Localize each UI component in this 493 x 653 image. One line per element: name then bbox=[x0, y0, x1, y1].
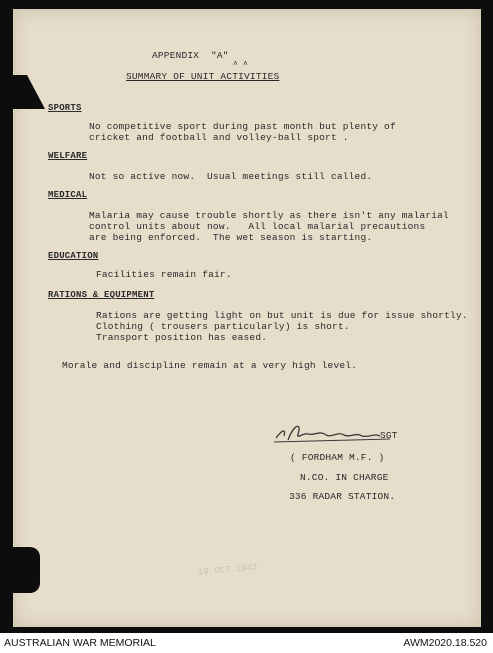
section-heading-welfare: WELFARE bbox=[48, 151, 88, 161]
signatory-unit: 336 RADAR STATION. bbox=[289, 491, 396, 502]
section-line: are being enforced. The wet season is starting. bbox=[89, 232, 373, 243]
section-heading-education: EDUCATION bbox=[48, 251, 99, 261]
signatory-role: N.CO. IN CHARGE bbox=[300, 472, 389, 483]
section-line: Transport position has eased. bbox=[96, 332, 268, 343]
title-marks: ˄ ˄ bbox=[233, 60, 249, 69]
closing-remark: Morale and discipline remain at a very high level. bbox=[62, 360, 358, 371]
binding-tab-bottom bbox=[9, 547, 40, 593]
section-line: Facilities remain fair. bbox=[96, 269, 232, 280]
section-heading-sports: SPORTS bbox=[48, 103, 82, 113]
summary-title: SUMMARY OF UNIT ACTIVITIES bbox=[126, 71, 280, 82]
signature-rank: SGT bbox=[380, 430, 398, 441]
section-line: control units about now. All local malarial precautions bbox=[89, 221, 426, 232]
archive-reference: AWM2020.18.520 bbox=[403, 637, 487, 649]
appendix-title: APPENDIX "A" bbox=[152, 50, 229, 61]
section-line: No competitive sport during past month but plenty of bbox=[89, 121, 396, 132]
institution-label: AUSTRALIAN WAR MEMORIAL bbox=[4, 637, 156, 649]
section-line: Rations are getting light on but unit is due for issue shortly. bbox=[96, 310, 468, 321]
section-line: Malaria may cause trouble shortly as there isn't any malarial bbox=[89, 210, 449, 221]
signatory-name: ( FORDHAM M.F. ) bbox=[290, 452, 385, 463]
section-heading-rations-equipment: RATIONS & EQUIPMENT bbox=[48, 290, 155, 300]
faded-date-stamp: 19 OCT 1943 bbox=[197, 562, 258, 578]
section-line: Not so active now. Usual meetings still called. bbox=[89, 171, 373, 182]
section-heading-medical: MEDICAL bbox=[48, 190, 88, 200]
section-line: Clothing ( trousers particularly) is short. bbox=[96, 321, 350, 332]
archive-footer bbox=[0, 633, 493, 653]
section-line: cricket and football and volley-ball sport . bbox=[89, 132, 349, 143]
